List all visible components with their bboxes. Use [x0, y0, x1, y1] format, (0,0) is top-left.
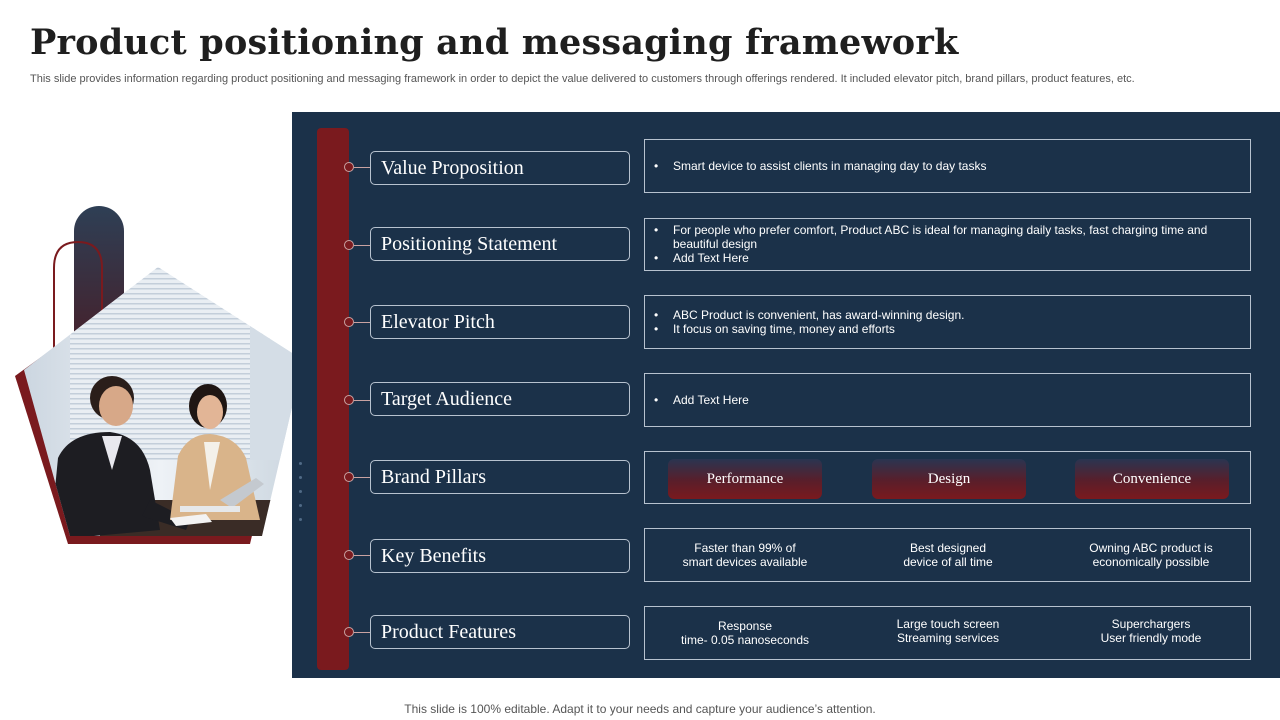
pillar-convenience: Convenience — [1075, 459, 1229, 499]
connector-line — [354, 245, 370, 246]
label-target-audience: Target Audience — [370, 382, 630, 416]
content-elevator-pitch — [644, 295, 1251, 349]
slide-subtitle: This slide provides information regarding product positioning and messaging framework in order to depict the value delivered to customers through offerings rendered. It included elevator pitch, brand pillars, product features, etc. — [30, 73, 1135, 85]
benefit-line: smart devices available — [682, 555, 808, 569]
feature-line: Response — [717, 619, 773, 633]
label-positioning-statement: Positioning Statement — [370, 227, 630, 261]
meeting-photo — [10, 200, 310, 550]
benefit-line: device of all time — [903, 555, 993, 569]
feature-item — [1056, 617, 1246, 645]
feature-line: Large touch screen — [896, 617, 1000, 631]
label-value-proposition: Value Proposition — [370, 151, 630, 185]
connector-line — [354, 167, 370, 168]
benefit-line: Best designed — [909, 541, 987, 555]
timeline-marker — [344, 240, 354, 250]
benefit-line: Owning ABC product is — [1089, 541, 1213, 555]
feature-line: time- 0.05 nanoseconds — [680, 633, 810, 647]
feature-item — [650, 619, 840, 647]
label-elevator-pitch: Elevator Pitch — [370, 305, 630, 339]
pillar-performance: Performance — [668, 459, 822, 499]
connector-line — [354, 632, 370, 633]
timeline-marker — [344, 395, 354, 405]
feature-item — [853, 617, 1043, 645]
bullet-item: • Add Text Here — [645, 393, 1250, 407]
benefit-item — [853, 541, 1043, 569]
timeline-marker — [344, 162, 354, 172]
content-key-benefits — [644, 528, 1251, 582]
timeline-marker — [344, 627, 354, 637]
label-brand-pillars: Brand Pillars — [370, 460, 630, 494]
connector-line — [354, 555, 370, 556]
benefit-item — [650, 541, 840, 569]
connector-line — [354, 400, 370, 401]
bullet-item: • For people who prefer comfort, Product ABC is ideal for managing daily tasks, fast charging time and beautiful design — [645, 223, 1250, 251]
benefit-line: Faster than 99% of — [694, 541, 796, 555]
content-value-proposition — [644, 139, 1251, 193]
content-positioning-statement — [644, 218, 1251, 271]
pillar-design: Design — [872, 459, 1026, 499]
bullet-item: • ABC Product is convenient, has award-winning design. — [645, 308, 1250, 322]
label-product-features: Product Features — [370, 615, 630, 649]
bullet-item: • Add Text Here — [645, 251, 1250, 265]
benefit-line: economically possible — [1092, 555, 1210, 569]
timeline-marker — [344, 472, 354, 482]
connector-line — [354, 322, 370, 323]
connector-line — [354, 477, 370, 478]
slide-title: Product positioning and messaging framework — [30, 22, 959, 63]
timeline-marker — [344, 550, 354, 560]
feature-line: User friendly mode — [1100, 631, 1202, 645]
bullet-item: • Smart device to assist clients in managing day to day tasks — [645, 159, 1250, 173]
timeline-marker — [344, 317, 354, 327]
label-key-benefits: Key Benefits — [370, 539, 630, 573]
feature-line: Streaming services — [896, 631, 1000, 645]
slide-footer: This slide is 100% editable. Adapt it to your needs and capture your audience’s attention. — [404, 702, 876, 716]
benefit-item — [1056, 541, 1246, 569]
bullet-item: • It focus on saving time, money and efforts — [645, 322, 1250, 336]
meeting-photo-illustration — [10, 200, 310, 550]
content-target-audience — [644, 373, 1251, 427]
decorative-dots — [296, 462, 306, 524]
feature-line: Superchargers — [1111, 617, 1191, 631]
content-brand-pillars — [644, 451, 1251, 504]
content-product-features — [644, 606, 1251, 660]
